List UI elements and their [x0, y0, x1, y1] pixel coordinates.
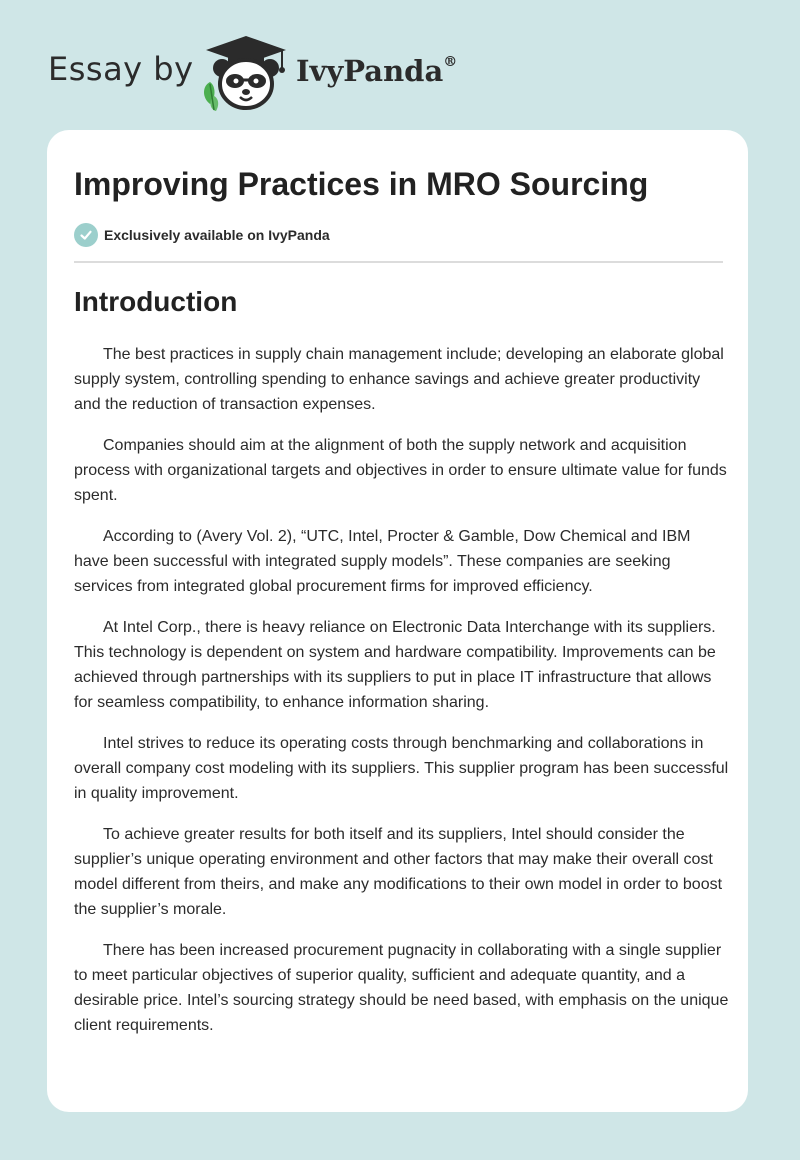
exclusive-badge	[74, 222, 330, 248]
page-title: Improving Practices in MRO Sourcing	[74, 166, 649, 202]
check-circle-icon	[74, 223, 98, 247]
paragraph: Intel strives to reduce its operating costs through benchmarking and collaborations in overall company cost modeling with its suppliers. This supplier program has been successful in quality improvement.	[74, 735, 729, 802]
ivypanda-logo-icon[interactable]	[200, 34, 292, 112]
section-heading-introduction: Introduction	[74, 286, 238, 317]
divider	[74, 261, 723, 263]
paragraph: There has been increased procurement pugnacity in collaborating with a single supplier to meet particular objectives of superior quality, sufficient and adequate quantity, and a desirable price. Intel’s sourcing strategy should be need based, with emphasis on the unique client requirements.	[74, 942, 729, 1034]
site-header	[0, 0, 800, 130]
article-body	[74, 342, 729, 1054]
registered-mark: ®	[443, 54, 458, 71]
article-card	[47, 130, 748, 1112]
paragraph: At Intel Corp., there is heavy reliance on Electronic Data Interchange with its suppliers. This technology is dependent on system and hardware compatibility. Improvements can be achieved through partnerships with its suppliers to put in place IT infrastructure that allows for seamless compatibility, to enhance information sharing.	[74, 619, 716, 711]
paragraph: To achieve greater results for both itself and its suppliers, Intel should consider the supplier’s unique operating environment and other factors that may make their overall cost model different from theirs, and make any modifications to their own model in order to boost the supplier’s morale.	[74, 826, 723, 918]
exclusive-label: Exclusively available on IvyPanda	[104, 227, 330, 243]
paragraph: The best practices in supply chain management include; developing an elaborate global supply system, controlling spending to enhance savings and achieve greater productivity and the reduction of transaction expenses.	[74, 346, 724, 413]
paragraph: Companies should aim at the alignment of both the supply network and acquisition process with organizational targets and objectives in order to ensure ultimate value for funds spent.	[74, 437, 727, 504]
paragraph: According to (Avery Vol. 2), “UTC, Intel, Procter & Gamble, Dow Chemical and IBM have been successful with integrated supply models”. These companies are seeking services from integrated global procurement firms for improved efficiency.	[74, 528, 691, 595]
essay-by-label: Essay by	[48, 50, 194, 88]
brand-name[interactable]: IvyPanda®	[296, 54, 458, 88]
